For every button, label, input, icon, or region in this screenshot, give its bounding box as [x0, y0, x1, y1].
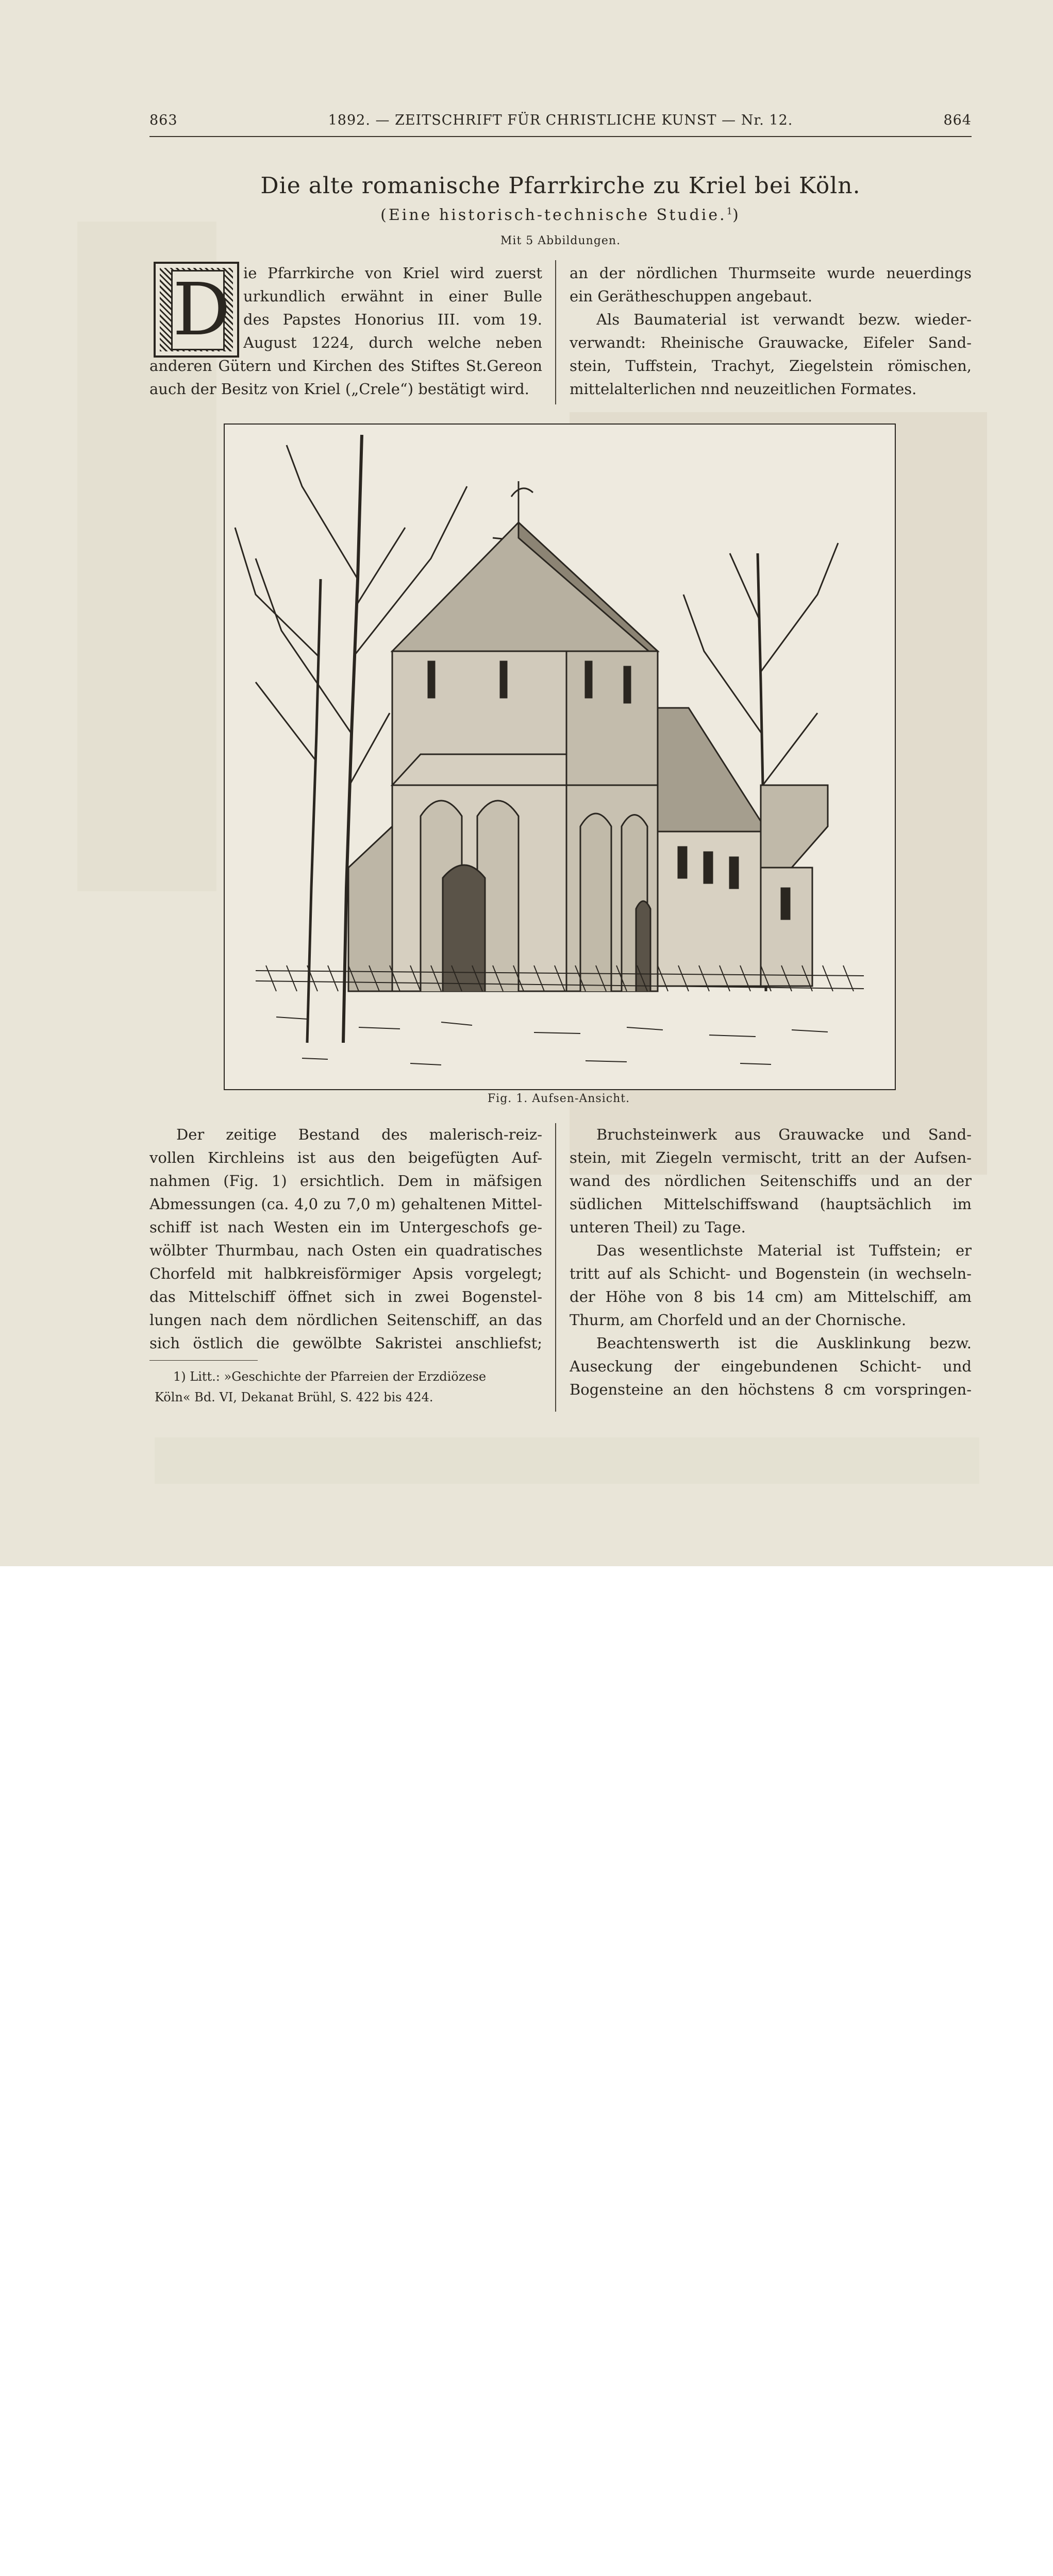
bleed-through-bottom	[155, 1437, 979, 1484]
text-line: stein, Tuffstein, Trachyt, Ziegelstein römischen,	[570, 357, 972, 375]
text-line: wölbter Thurmbau, nach Osten ein quadratisches	[149, 1242, 542, 1259]
text-line: ein Gerätheschuppen angebaut.	[570, 287, 813, 305]
footnote	[155, 1366, 542, 1408]
text-line: August 1224, durch welche neben	[243, 334, 542, 351]
text-line: tritt auf als Schicht- und Bogenstein (in wechseln-	[570, 1265, 972, 1282]
decorated-initial	[154, 262, 239, 358]
text-line: Beachtenswerth ist die Ausklinkung bezw.	[596, 1334, 972, 1352]
running-header	[149, 112, 972, 133]
article-title: Die alte romanische Pfarrkirche zu Kriel bei Köln.	[260, 173, 861, 199]
text-line: Als Baumaterial ist verwandt bezw. wieder-	[596, 311, 972, 328]
text-line: verwandt: Rheinische Grauwacke, Eifeler Sand-	[570, 334, 972, 351]
text-line: an der nördlichen Thurmseite wurde neuerdings	[570, 264, 972, 282]
footnote-rule	[149, 1360, 258, 1361]
illustration-count: Mit 5 Abbildungen.	[500, 234, 621, 247]
text-line: nahmen (Fig. 1) ersichtlich. Dem in mäfsigen	[149, 1172, 542, 1190]
text-line: südlichen Mittelschiffswand (hauptsächlich im	[570, 1195, 972, 1213]
text-line: Bogensteine an den höchstens 8 cm vorspringen-	[570, 1381, 972, 1398]
figure-caption: Fig. 1. Aufsen-Ansicht.	[487, 1092, 630, 1105]
footnote-line: Köln« Bd. VI, Dekanat Brühl, S. 422 bis 424.	[155, 1390, 433, 1404]
text-line: schiff ist nach Westen ein im Untergeschofs ge-	[149, 1218, 542, 1236]
text-line: Thurm, am Chorfeld und an der Chornische.	[570, 1311, 907, 1329]
column-2-bottom	[570, 1123, 972, 1401]
text-line: vollen Kirchleins ist aus den beigefügten Auf-	[149, 1149, 542, 1166]
text-line: unteren Theil) zu Tage.	[570, 1218, 746, 1236]
text-line: urkundlich erwähnt in einer Bulle	[243, 287, 542, 305]
text-line: das Mittelschiff öffnet sich in zwei Bogenstel-	[149, 1288, 542, 1306]
text-line: anderen Gütern und Kirchen des Stiftes St.Gereon	[149, 357, 542, 375]
viewer-footer	[0, 1566, 1053, 1653]
text-line: stein, mit Ziegeln vermischt, tritt an der Aufsen-	[570, 1149, 972, 1166]
page-number-right: 864	[943, 112, 972, 128]
column-1-bottom	[149, 1123, 542, 1355]
text-line: ie Pfarrkirche von Kriel wird zuerst	[243, 264, 542, 282]
footnote-line: 1) Litt.: »Geschichte der Pfarreien der Erzdiözese	[173, 1369, 487, 1384]
column-1-top-full	[149, 354, 542, 401]
text-line: der Höhe von 8 bis 14 cm) am Mittelschiff, am	[570, 1288, 972, 1306]
text-line: wand des nördlichen Seitenschiffs und an der	[570, 1172, 972, 1190]
subtitle-footnote-mark: 1	[726, 206, 733, 217]
text-line: auch der Besitz von Kriel („Crele“) bestätigt wird.	[149, 380, 529, 398]
church-drawing	[225, 425, 895, 1089]
subtitle-close: )	[732, 206, 741, 224]
text-line: Der zeitige Bestand des malerisch-reiz-	[176, 1126, 542, 1143]
text-line: Auseckung der eingebundenen Schicht- und	[570, 1358, 972, 1375]
subtitle-text: (Eine historisch-technische Studie.	[380, 206, 727, 224]
text-line: Das wesentlichste Material ist Tuffstein; er	[596, 1242, 972, 1259]
text-line: Bruchsteinwerk aus Grauwacke und Sand-	[596, 1126, 972, 1143]
text-line: des Papstes Honorius III. vom 19.	[243, 311, 542, 328]
church-illustration	[224, 423, 896, 1090]
header-rule	[149, 136, 972, 137]
article-subtitle	[149, 206, 972, 224]
journal-title: 1892. — ZEITSCHRIFT FÜR CHRISTLICHE KUNST — Nr. 12.	[328, 112, 793, 128]
text-line: sich östlich die gewölbte Sakristei anschliefst;	[149, 1334, 542, 1352]
text-line: Chorfeld mit halbkreisförmiger Apsis vorgelegt;	[149, 1265, 542, 1282]
column-divider-top	[555, 260, 556, 404]
text-line: Abmessungen (ca. 4,0 zu 7,0 m) gehaltenen Mittel-	[149, 1195, 542, 1213]
text-line: lungen nach dem nördlichen Seitenschiff, an das	[149, 1311, 542, 1329]
column-2-top	[570, 262, 972, 401]
column-divider-bottom	[555, 1123, 556, 1412]
initial-letter: D	[171, 270, 225, 350]
page-number-left: 863	[149, 112, 178, 128]
text-line: mittelalterlichen nnd neuzeitlichen Formates.	[570, 380, 917, 398]
column-1-top	[243, 262, 542, 354]
